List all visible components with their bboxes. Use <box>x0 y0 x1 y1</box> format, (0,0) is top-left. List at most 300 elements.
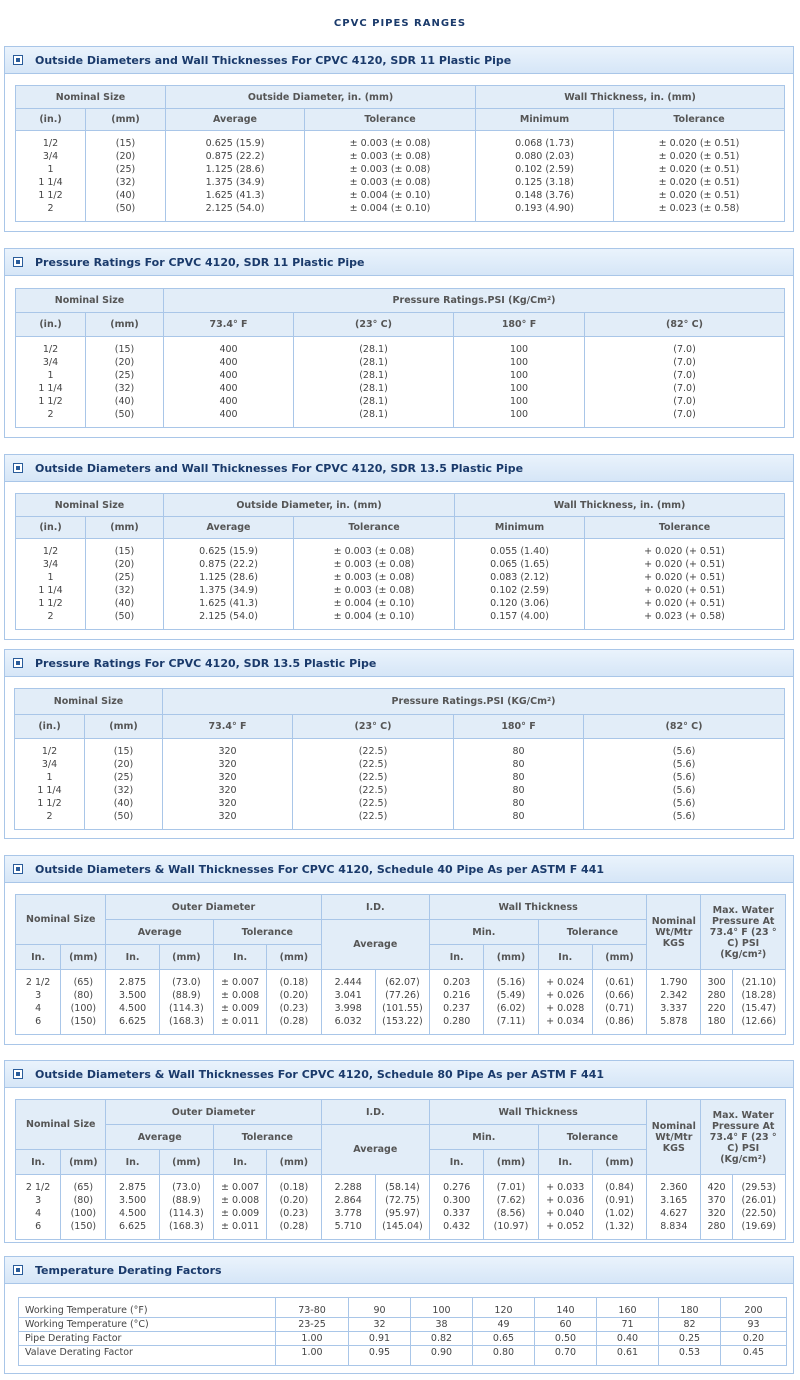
collapse-square-icon[interactable] <box>13 1265 23 1275</box>
table-cell: 180 <box>701 1015 732 1035</box>
sdr135-pressure-table <box>14 688 785 830</box>
table-cell: ± 0.003 (± 0.08) <box>294 571 455 584</box>
table-cell: ± 0.020 (± 0.51) <box>614 150 785 163</box>
table-cell: 2.360 <box>647 1175 701 1195</box>
table-cell: (22.5) <box>293 810 454 830</box>
table-cell: ± 0.007 <box>213 970 266 990</box>
table-cell: (22.50) <box>732 1207 785 1220</box>
table-cell: 80 <box>454 784 584 797</box>
table-cell: (1.02) <box>592 1207 646 1220</box>
row-label: Valave Derating Factor <box>19 1346 276 1366</box>
table-cell: (15.47) <box>732 1002 785 1015</box>
table-cell: 400 <box>164 382 294 395</box>
col-header: Wall Thickness <box>430 1100 647 1125</box>
table-cell: (5.49) <box>484 989 538 1002</box>
table-cell: 0.53 <box>659 1346 721 1366</box>
table-cell: (100) <box>61 1207 106 1220</box>
table-cell: (58.14) <box>375 1175 429 1195</box>
table-cell: ± 0.003 (± 0.08) <box>294 584 455 597</box>
table-cell: 120 <box>473 1298 535 1318</box>
table-cell: 2 1/2 <box>16 1175 61 1195</box>
collapse-square-icon[interactable] <box>13 257 23 267</box>
table-cell: ± 0.009 <box>213 1207 266 1220</box>
table-cell: 0.61 <box>597 1346 659 1366</box>
table-cell: 280 <box>701 989 732 1002</box>
panel-header <box>5 47 793 74</box>
table-cell: (50) <box>86 202 166 222</box>
table-cell: (0.28) <box>267 1015 321 1035</box>
col-subheader: Tolerance <box>294 517 455 539</box>
table-body <box>16 337 785 428</box>
table-cell: 100 <box>411 1298 473 1318</box>
col-subheader: In. <box>16 945 61 970</box>
col-subheader: (mm) <box>484 945 538 970</box>
table-cell: (40) <box>86 189 166 202</box>
table-cell: (80) <box>61 989 106 1002</box>
table-cell: (22.5) <box>293 758 454 771</box>
table-cell: 2 <box>16 610 86 630</box>
table-cell: ± 0.007 <box>213 1175 266 1195</box>
panel-header <box>5 650 793 677</box>
table-cell: 100 <box>454 369 585 382</box>
table-cell: (28.1) <box>294 382 454 395</box>
col-header: Nominal Size <box>16 895 106 945</box>
table-cell: 3.165 <box>647 1194 701 1207</box>
table-cell: 2.125 (54.0) <box>166 202 305 222</box>
col-subheader: Average <box>321 1125 430 1175</box>
table-row <box>16 163 785 176</box>
table-row <box>16 1175 786 1195</box>
table-cell: 0.125 (3.18) <box>476 176 614 189</box>
table-cell: 2.875 <box>106 970 159 990</box>
table-cell: 0.50 <box>535 1332 597 1346</box>
col-subheader: Tolerance <box>305 109 476 131</box>
table-cell: (100) <box>61 1002 106 1015</box>
table-cell: 0.91 <box>349 1332 411 1346</box>
table-cell: 1/2 <box>16 337 86 357</box>
table-cell: (50) <box>86 610 164 630</box>
table-cell: 23-25 <box>276 1318 349 1332</box>
col-header: I.D. <box>321 895 430 920</box>
table-body <box>16 970 786 1035</box>
table-cell: 400 <box>164 395 294 408</box>
col-header: Nominal Wt/Mtr KGS <box>647 1100 701 1175</box>
table-cell: 1.790 <box>647 970 701 990</box>
table-cell: + 0.020 (+ 0.51) <box>585 584 785 597</box>
col-subheader: (in.) <box>15 715 85 739</box>
table-cell: 0.120 (3.06) <box>455 597 585 610</box>
col-header: Pressure Ratings.PSI (KG/Cm²) <box>163 689 785 715</box>
table-cell: 1 <box>15 771 85 784</box>
col-subheader: (mm) <box>61 945 106 970</box>
col-subheader: Average <box>321 920 430 970</box>
table-row <box>16 395 785 408</box>
table-cell: 0.25 <box>659 1332 721 1346</box>
table-cell: ± 0.004 (± 0.10) <box>294 610 455 630</box>
table-cell: 0.45 <box>721 1346 787 1366</box>
collapse-square-icon[interactable] <box>13 55 23 65</box>
table-row <box>16 1207 786 1220</box>
panel-header <box>5 455 793 482</box>
table-cell: (25) <box>86 369 164 382</box>
table-cell: (5.6) <box>584 771 785 784</box>
row-label: Working Temperature (°F) <box>19 1298 276 1318</box>
table-cell: 0.193 (4.90) <box>476 202 614 222</box>
table-cell: ± 0.003 (± 0.08) <box>294 558 455 571</box>
table-cell: (168.3) <box>159 1220 213 1240</box>
col-subheader: Minimum <box>476 109 614 131</box>
table-cell: (32) <box>86 584 164 597</box>
table-cell: (7.62) <box>484 1194 538 1207</box>
table-cell: (7.0) <box>585 408 785 428</box>
table-row <box>19 1332 787 1346</box>
table-cell: 160 <box>597 1298 659 1318</box>
table-cell: 80 <box>454 739 584 759</box>
table-cell: ± 0.023 (± 0.58) <box>614 202 785 222</box>
table-row <box>16 989 786 1002</box>
table-row <box>16 558 785 571</box>
table-cell: (88.9) <box>159 989 213 1002</box>
table-cell: 6 <box>16 1015 61 1035</box>
table-cell: ± 0.011 <box>213 1220 266 1240</box>
table-cell: (145.04) <box>375 1220 429 1240</box>
col-subheader: (82° C) <box>585 313 785 337</box>
table-cell: 4.500 <box>106 1002 159 1015</box>
col-subheader: In. <box>538 1150 592 1175</box>
table-cell: 1 1/4 <box>16 584 86 597</box>
table-cell: 3 <box>16 989 61 1002</box>
table-cell: 4 <box>16 1207 61 1220</box>
sdr11-dimensions-table <box>15 85 785 222</box>
table-row <box>15 758 785 771</box>
table-cell: ± 0.003 (± 0.08) <box>305 176 476 189</box>
table-cell: 0.337 <box>430 1207 484 1220</box>
table-cell: (101.55) <box>375 1002 429 1015</box>
col-subheader: In. <box>106 945 159 970</box>
table-cell: ± 0.011 <box>213 1015 266 1035</box>
col-subheader: Average <box>106 920 214 945</box>
table-body <box>15 739 785 830</box>
table-cell: (15) <box>86 131 166 151</box>
col-subheader: (mm) <box>86 313 164 337</box>
table-cell: + 0.020 (+ 0.51) <box>585 539 785 559</box>
table-cell: (72.75) <box>375 1194 429 1207</box>
table-cell: (28.1) <box>294 337 454 357</box>
table-cell: (62.07) <box>375 970 429 990</box>
table-cell: (7.0) <box>585 356 785 369</box>
table-cell: (20) <box>86 356 164 369</box>
table-cell: 0.90 <box>411 1346 473 1366</box>
table-cell: 3.500 <box>106 989 159 1002</box>
table-cell: (50) <box>85 810 163 830</box>
table-cell: 320 <box>163 739 293 759</box>
table-cell: (73.0) <box>159 970 213 990</box>
col-subheader: (in.) <box>16 517 86 539</box>
table-cell: (0.23) <box>267 1207 321 1220</box>
col-header: Nominal Size <box>16 86 166 109</box>
table-cell: + 0.026 <box>538 989 592 1002</box>
table-row <box>16 1220 786 1240</box>
col-subheader: (mm) <box>592 1150 646 1175</box>
col-subheader: (mm) <box>484 1150 538 1175</box>
col-subheader: (in.) <box>16 109 86 131</box>
table-cell: 2 1/2 <box>16 970 61 990</box>
table-cell: 1 1/4 <box>15 784 85 797</box>
table-row <box>15 771 785 784</box>
col-subheader: Tolerance <box>614 109 785 131</box>
col-subheader: (mm) <box>86 109 166 131</box>
col-subheader: In. <box>430 945 484 970</box>
table-cell: 80 <box>454 771 584 784</box>
table-cell: ± 0.009 <box>213 1002 266 1015</box>
table-cell: 280 <box>701 1220 732 1240</box>
table-cell: (0.86) <box>592 1015 646 1035</box>
table-cell: ± 0.020 (± 0.51) <box>614 131 785 151</box>
table-cell: 1 1/2 <box>16 395 86 408</box>
table-row <box>16 176 785 189</box>
table-cell: 3.041 <box>321 989 375 1002</box>
panel-sdr11-dimensions <box>4 46 794 232</box>
table-cell: 0.875 (22.2) <box>164 558 294 571</box>
sdr11-pressure-table <box>15 288 785 428</box>
col-subheader: In. <box>106 1150 159 1175</box>
table-cell: (65) <box>61 1175 106 1195</box>
table-cell: (32) <box>85 784 163 797</box>
table-cell: 3/4 <box>16 150 86 163</box>
schedule40-table <box>15 894 786 1035</box>
table-cell: 140 <box>535 1298 597 1318</box>
table-cell: (6.02) <box>484 1002 538 1015</box>
table-cell: 1 1/2 <box>16 597 86 610</box>
table-cell: + 0.024 <box>538 970 592 990</box>
col-subheader: In. <box>213 945 266 970</box>
table-cell: 0.102 (2.59) <box>476 163 614 176</box>
collapse-square-icon[interactable] <box>13 658 23 668</box>
table-cell: 320 <box>163 771 293 784</box>
col-subheader: Min. <box>430 1125 539 1150</box>
col-subheader: In. <box>430 1150 484 1175</box>
table-cell: 4 <box>16 1002 61 1015</box>
table-cell: 0.300 <box>430 1194 484 1207</box>
table-row <box>16 571 785 584</box>
col-subheader: In. <box>213 1150 266 1175</box>
table-cell: 3.998 <box>321 1002 375 1015</box>
table-cell: 3/4 <box>16 356 86 369</box>
table-cell: (32) <box>86 176 166 189</box>
table-cell: (15) <box>85 739 163 759</box>
table-cell: 400 <box>164 369 294 382</box>
collapse-square-icon[interactable] <box>13 463 23 473</box>
table-cell: (50) <box>86 408 164 428</box>
col-header: Outside Diameter, in. (mm) <box>164 494 455 517</box>
col-subheader: (mm) <box>592 945 646 970</box>
col-subheader: Tolerance <box>585 517 785 539</box>
panel-title: Outside Diameters and Wall Thicknesses For CPVC 4120, SDR 11 Plastic Pipe <box>35 53 512 67</box>
table-cell: (5.6) <box>584 739 785 759</box>
table-cell: 3 <box>16 1194 61 1207</box>
table-cell: 3.500 <box>106 1194 159 1207</box>
table-cell: (19.69) <box>732 1220 785 1240</box>
table-cell: 100 <box>454 382 585 395</box>
table-cell: (29.53) <box>732 1175 785 1195</box>
table-cell: 0.80 <box>473 1346 535 1366</box>
table-cell: 0.080 (2.03) <box>476 150 614 163</box>
col-subheader: Average <box>164 517 294 539</box>
table-cell: ± 0.020 (± 0.51) <box>614 176 785 189</box>
table-cell: + 0.028 <box>538 1002 592 1015</box>
table-cell: (0.91) <box>592 1194 646 1207</box>
col-subheader: Minimum <box>455 517 585 539</box>
table-cell: 3/4 <box>15 758 85 771</box>
panel-title: Outside Diameters & Wall Thicknesses For CPVC 4120, Schedule 40 Pipe As per ASTM F 441 <box>35 862 604 876</box>
table-cell: 82 <box>659 1318 721 1332</box>
table-row <box>16 356 785 369</box>
table-cell: 0.40 <box>597 1332 659 1346</box>
panel-header <box>5 1257 793 1284</box>
table-cell: + 0.036 <box>538 1194 592 1207</box>
col-subheader: (mm) <box>267 945 321 970</box>
table-cell: 1/2 <box>16 131 86 151</box>
table-cell: 1 <box>16 571 86 584</box>
table-cell: (40) <box>85 797 163 810</box>
table-cell: (7.0) <box>585 369 785 382</box>
table-cell: 2.444 <box>321 970 375 990</box>
table-cell: 73-80 <box>276 1298 349 1318</box>
table-cell: 49 <box>473 1318 535 1332</box>
table-cell: (88.9) <box>159 1194 213 1207</box>
table-cell: + 0.020 (+ 0.51) <box>585 571 785 584</box>
col-header: Nominal Wt/Mtr KGS <box>647 895 701 970</box>
col-header: Wall Thickness <box>430 895 647 920</box>
table-cell: (0.66) <box>592 989 646 1002</box>
table-body <box>19 1298 787 1366</box>
table-cell: 6 <box>16 1220 61 1240</box>
table-cell: 200 <box>721 1298 787 1318</box>
table-cell: 80 <box>454 810 584 830</box>
table-cell: ± 0.003 (± 0.08) <box>305 150 476 163</box>
table-row <box>16 202 785 222</box>
table-cell: (150) <box>61 1015 106 1035</box>
table-cell: 220 <box>701 1002 732 1015</box>
table-cell: (25) <box>86 163 166 176</box>
table-cell: (8.56) <box>484 1207 538 1220</box>
table-cell: (20) <box>85 758 163 771</box>
table-cell: 80 <box>454 758 584 771</box>
table-row <box>19 1298 787 1318</box>
table-cell: (7.0) <box>585 395 785 408</box>
table-cell: (10.97) <box>484 1220 538 1240</box>
table-cell: (114.3) <box>159 1002 213 1015</box>
collapse-square-icon[interactable] <box>13 864 23 874</box>
table-cell: 400 <box>164 337 294 357</box>
table-cell: 0.280 <box>430 1015 484 1035</box>
table-cell: + 0.020 (+ 0.51) <box>585 597 785 610</box>
table-cell: 0.055 (1.40) <box>455 539 585 559</box>
table-cell: + 0.020 (+ 0.51) <box>585 558 785 571</box>
table-cell: 0.432 <box>430 1220 484 1240</box>
table-cell: 400 <box>164 408 294 428</box>
table-cell: 400 <box>164 356 294 369</box>
table-row <box>19 1346 787 1366</box>
table-row <box>15 797 785 810</box>
table-cell: (168.3) <box>159 1015 213 1035</box>
panel-schedule40 <box>4 855 794 1045</box>
table-cell: 420 <box>701 1175 732 1195</box>
panel-sdr135-pressure <box>4 649 794 839</box>
table-cell: (28.1) <box>294 408 454 428</box>
table-cell: 0.70 <box>535 1346 597 1366</box>
table-cell: (0.18) <box>267 1175 321 1195</box>
panel-header <box>5 1061 793 1088</box>
table-cell: 1.125 (28.6) <box>164 571 294 584</box>
table-row <box>15 810 785 830</box>
table-cell: (0.18) <box>267 970 321 990</box>
col-subheader: Tolerance <box>213 920 321 945</box>
table-cell: 2 <box>16 408 86 428</box>
col-subheader: Tolerance <box>213 1125 321 1150</box>
temperature-derating-table <box>18 1297 787 1366</box>
table-cell: (7.11) <box>484 1015 538 1035</box>
table-cell: 93 <box>721 1318 787 1332</box>
table-row <box>16 584 785 597</box>
collapse-square-icon[interactable] <box>13 1069 23 1079</box>
table-cell: (20) <box>86 558 164 571</box>
table-cell: (1.32) <box>592 1220 646 1240</box>
table-cell: ± 0.008 <box>213 989 266 1002</box>
col-header: Nominal Size <box>15 689 163 715</box>
table-cell: (5.6) <box>584 797 785 810</box>
table-cell: 320 <box>701 1207 732 1220</box>
table-cell: (28.1) <box>294 395 454 408</box>
table-cell: 2.864 <box>321 1194 375 1207</box>
table-cell: 4.627 <box>647 1207 701 1220</box>
table-cell: (5.6) <box>584 810 785 830</box>
table-cell: 2.342 <box>647 989 701 1002</box>
col-header: Nominal Size <box>16 1100 106 1150</box>
table-cell: (26.01) <box>732 1194 785 1207</box>
panel-header <box>5 249 793 276</box>
col-subheader: Min. <box>430 920 539 945</box>
table-cell: ± 0.003 (± 0.08) <box>294 539 455 559</box>
table-cell: (25) <box>86 571 164 584</box>
col-subheader: 180° F <box>454 313 585 337</box>
table-body <box>16 539 785 630</box>
table-cell: 0.203 <box>430 970 484 990</box>
table-cell: (22.5) <box>293 784 454 797</box>
table-cell: 100 <box>454 356 585 369</box>
table-cell: 90 <box>349 1298 411 1318</box>
table-cell: (15) <box>86 539 164 559</box>
table-cell: 1.00 <box>276 1346 349 1366</box>
table-cell: 100 <box>454 337 585 357</box>
table-row <box>16 150 785 163</box>
table-cell: 320 <box>163 758 293 771</box>
table-cell: ± 0.020 (± 0.51) <box>614 163 785 176</box>
table-row <box>16 369 785 382</box>
table-cell: 1.125 (28.6) <box>166 163 305 176</box>
table-cell: 1.625 (41.3) <box>164 597 294 610</box>
col-subheader: In. <box>538 945 592 970</box>
table-cell: 1 1/2 <box>16 189 86 202</box>
table-cell: (12.66) <box>732 1015 785 1035</box>
table-cell: (80) <box>61 1194 106 1207</box>
panel-title: Pressure Ratings For CPVC 4120, SDR 13.5 Plastic Pipe <box>35 656 377 670</box>
table-cell: 1 1/4 <box>16 382 86 395</box>
row-label: Working Temperature (°C) <box>19 1318 276 1332</box>
col-subheader: (23° C) <box>293 715 454 739</box>
col-subheader: Average <box>106 1125 214 1150</box>
col-subheader: (mm) <box>159 1150 213 1175</box>
